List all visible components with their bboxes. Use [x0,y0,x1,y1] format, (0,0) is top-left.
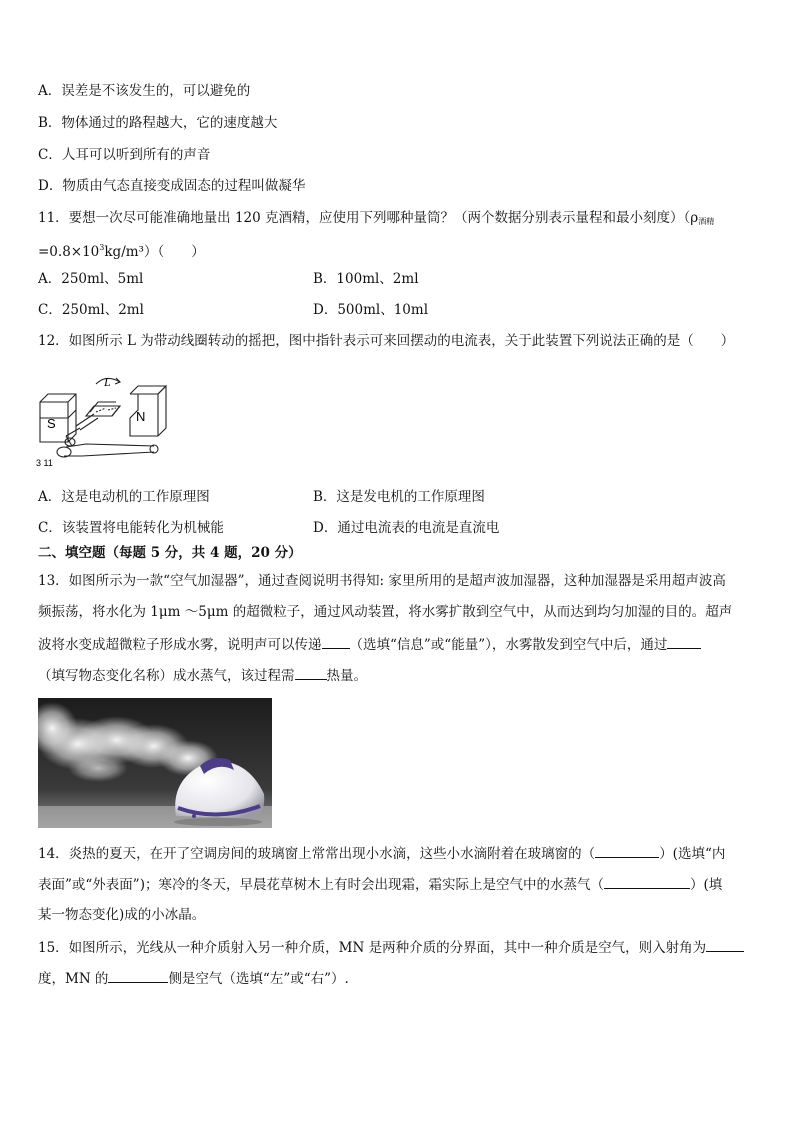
q11-rho-subscript: 酒精 [698,217,715,226]
q14-line-3: 某一物态变化)成的小冰晶。 [38,907,206,923]
q14-blank-2[interactable] [604,874,690,889]
q13-line-1: 13．如图所示为一款“空气加湿器”，通过查阅说明书得知: 家里所用的是超声波加湿器，这种加湿器是采用超声波高 [38,573,726,589]
q15-line-2 [38,968,349,989]
q13-line-4-text-b: 热量。 [326,668,367,684]
q14-line-2-text-b: ）(填 [689,877,723,893]
q13-blank-1[interactable] [322,634,350,649]
q11-density-value: =0.8×10 [38,244,100,260]
q15-blank-2[interactable] [108,968,168,983]
q11-option-c: C．250ml、2ml [38,302,144,318]
humidifier-photo [38,698,272,828]
q14-line-1-text-b: ）(选填“内 [659,846,726,862]
lead-wire [64,452,154,456]
q14-line-1 [38,843,725,864]
q14-line-2-text-a: 表面”或“外表面”)；寒冷的冬天，早晨花草树木上有时会出现霜，霜实际上是空气中的水蒸气（ [38,877,604,893]
label-s: S [47,416,56,431]
q15-line-2-text-a: 度，MN 的 [38,971,109,987]
generator-figure [36,372,170,468]
q12-option-a: A．这是电动机的工作原理图 [38,489,210,505]
q11-stem [38,208,714,232]
label-l: L [104,375,111,389]
q12-option-b: B．这是发电机的工作原理图 [313,489,485,505]
q11-option-d: D．500ml、10ml [313,302,429,318]
q11-option-b: B．100ml、2ml [313,271,419,287]
q10-option-a: A．误差是不该发生的，可以避免的 [38,83,251,99]
q14-line-1-text-a: 14．炎热的夏天，在开了空调房间的玻璃窗上常常出现小水滴，这些小水滴附着在玻璃窗的（ [38,846,596,862]
q15-line-1-text: 15．如图所示，光线从一种介质射入另一种介质，MN 是两种介质的分界面，其中一种介质是空气，则入射角为 [38,940,707,956]
q10-option-d: D．物质由气态直接变成固态的过程叫做凝华 [38,178,306,194]
q12-stem: 12．如图所示 L 为带动线圈转动的摇把，图中指针表示可来回摆动的电流表，关于此装置下列说法正确的是（ ） [38,333,735,349]
label-n: N [136,409,146,424]
q11-stem-text: 11．要想一次尽可能准确地量出 120 克酒精，应使用下列哪种量筒？（两个数据分别表示量程和最小刻度）（ρ [38,210,699,226]
q13-line-4 [38,665,367,686]
figure-caption: 3 11 [36,458,53,468]
q12-option-c: C．该装置将电能转化为机械能 [38,520,224,536]
q10-option-c: C．人耳可以听到所有的声音 [38,147,211,163]
q13-line-2: 频振荡，将水化为 1μm ～5μm 的超微粒子，通过风动装置，将水雾扩散到空气中，从而达到均匀加湿的目的。超声 [38,604,733,620]
q11-density-unit: kg/m³）（ ） [104,244,205,260]
q14-line-2 [38,874,722,895]
q15-blank-1[interactable] [706,937,744,952]
section-heading-fill-in: 二、填空题（每题 5 分，共 4 题，20 分） [38,545,302,561]
q13-line-3-text-a: 波将水变成超微粒子形成水雾，说明声可以传递 [38,637,322,653]
q13-line-3 [38,634,701,655]
q15-line-1 [38,937,744,958]
q15-line-2-text-b: 侧是空气（选填“左”或“右”）. [168,971,349,987]
q12-option-d: D．通过电流表的电流是直流电 [313,520,500,536]
q11-density-exponent: 3 [99,243,105,252]
q13-blank-3[interactable] [295,665,327,680]
q10-option-b: B．物体通过的路程越大，它的速度越大 [38,115,278,131]
q13-blank-2[interactable] [667,634,701,649]
q14-blank-1[interactable] [595,843,659,858]
magnet-s-block [40,394,76,418]
q11-option-a: A．250ml、5ml [38,271,144,287]
q13-line-3-text-b: （选填“信息”或“能量”），水雾散发到空气中后，通过 [349,637,668,653]
q11-stem-cont [38,238,205,262]
q13-line-4-text-a: （填写物态变化名称）成水蒸气，该过程需 [38,668,295,684]
